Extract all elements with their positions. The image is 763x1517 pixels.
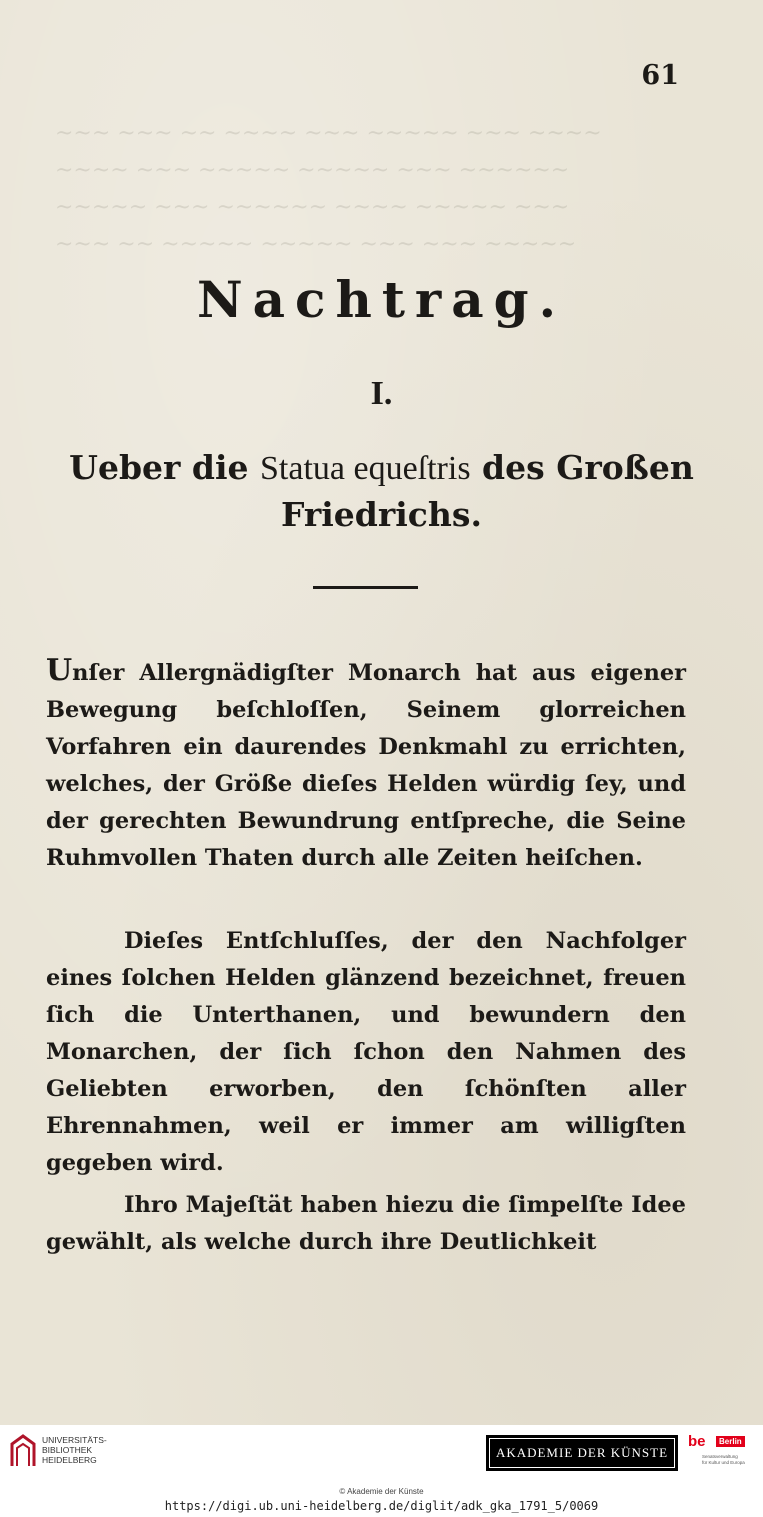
paragraph-1 xyxy=(46,655,686,877)
ub-line: HEIDELBERG xyxy=(42,1455,97,1465)
senate-line: Senatsverwaltung xyxy=(702,1454,738,1459)
bleed-through-text: ~~~ ~~~ ~~ ~~~~ ~~~ ~~~~~ ~~~ ~~~~ xyxy=(55,121,602,146)
copyright-notice: © Akademie der Künste xyxy=(339,1487,424,1496)
page-number: 61 xyxy=(641,60,679,91)
be-mark: be xyxy=(688,1433,706,1450)
initial-letter: U xyxy=(46,653,73,688)
section-subtitle xyxy=(40,445,723,538)
bleed-through-text: ~~~~ ~~~ ~~~~~ ~~~~~ ~~~ ~~~~~~ xyxy=(55,158,570,183)
be-berlin-logo[interactable] xyxy=(688,1433,754,1473)
adk-label: AKADEMIE DER KÜNSTE xyxy=(489,1438,675,1468)
subtitle-latin: Statua equeſtris xyxy=(260,450,471,487)
senate-label xyxy=(702,1454,745,1466)
akademie-der-kuenste-logo[interactable] xyxy=(486,1435,678,1471)
university-library-name xyxy=(42,1435,107,1465)
paragraph-3: Ihro Majeſtät haben hiezu die ſimpelſte Idee gewählt, als welche durch ihre Deutlichkeit xyxy=(46,1192,686,1255)
ub-line: UNIVERSITÄTS- xyxy=(42,1435,107,1445)
paragraph-1-text: nſer Allergnädigſter Monarch hat aus eigener Bewegung beſchloſſen, Seinem glorreichen Vorfahren ein daurendes Denkmahl zu errichten, welches, der Größe dieſes Helden würdig ſey, und der gerechten Bewundrung entſpreche, die Seine Ruhmvollen Thaten durch alle Zeiten heiſchen. xyxy=(46,660,686,871)
ub-line: BIBLIOTHEK xyxy=(42,1445,93,1455)
separator-rule xyxy=(313,586,418,589)
source-url-link[interactable]: https://digi.ub.uni-heidelberg.de/diglit/adk_gka_1791_5/0069 xyxy=(164,1499,599,1513)
paragraph-2: Dieſes Entſchluſſes, der den Nachfolger eines ſolchen Helden glänzend bezeichnet, freuen ſich die Unterthanen, und bewundern den Monarchen, der ſich ſchon den Nahmen des Geliebten erworben, den ſchönſten aller Ehrennahmen, weil er immer am willigſten gegeben wird. xyxy=(46,928,686,1176)
bleed-through-text: ~~~ ~~ ~~~~~ ~~~~~ ~~~ ~~~ ~~~~~ xyxy=(55,232,577,257)
section-numeral: I. xyxy=(370,375,393,412)
subtitle-part-1: Ueber die xyxy=(69,448,260,487)
subtitle-part-2: des Großen Friedrichs. xyxy=(281,448,694,534)
bleed-through-text: ~~~~~ ~~~ ~~~~~~ ~~~~ ~~~~~ ~~~ xyxy=(55,195,570,220)
senate-line: für Kultur und Europa xyxy=(702,1460,745,1465)
section-title: Nachtrag. xyxy=(196,270,567,329)
berlin-label: Berlin xyxy=(716,1436,745,1447)
university-library-logo-icon[interactable] xyxy=(8,1432,38,1470)
